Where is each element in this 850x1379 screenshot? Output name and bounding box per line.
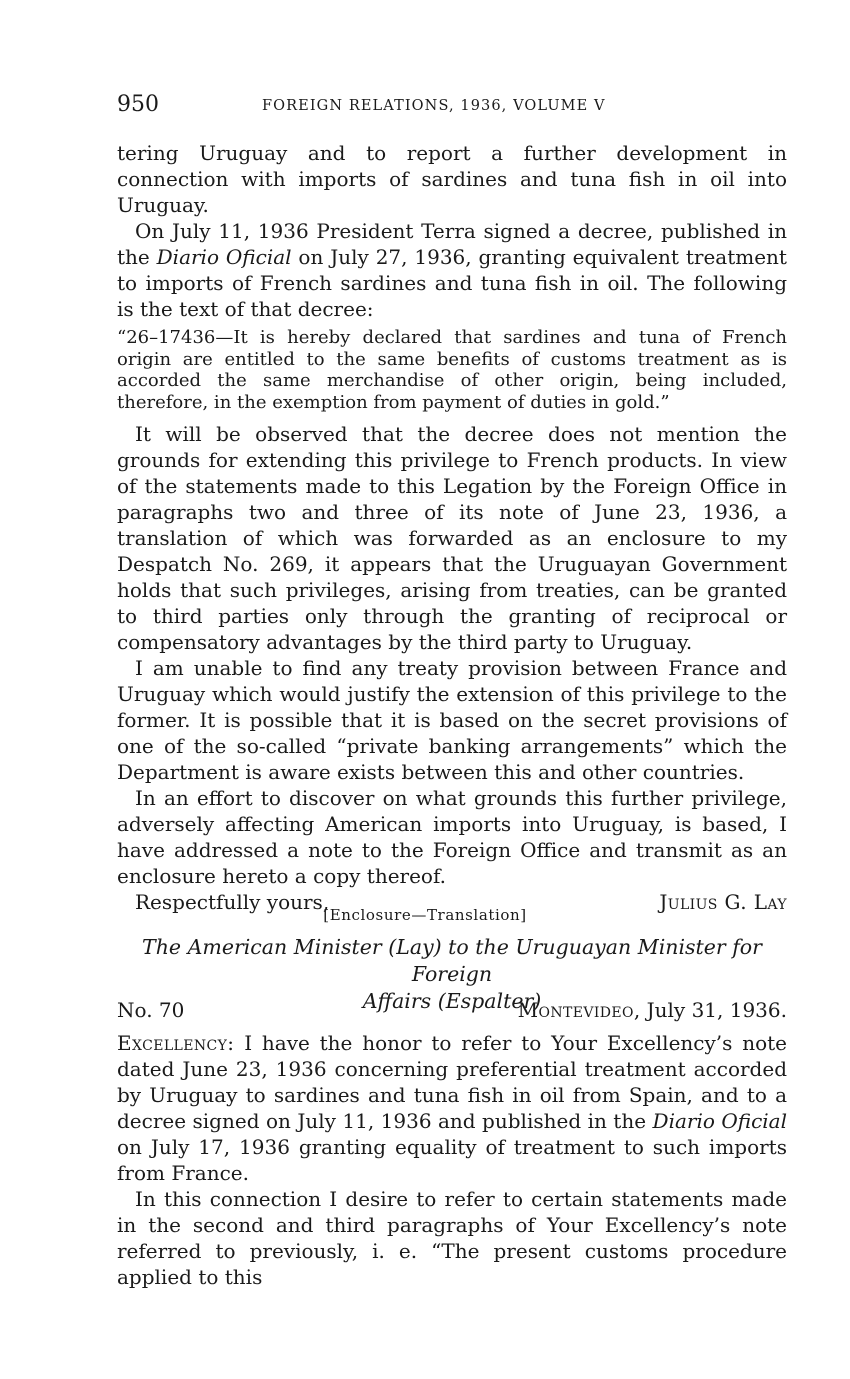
paragraph-decree-intro	[117, 218, 787, 322]
place-date	[518, 998, 787, 1022]
paragraph-observation: It will be observed that the decree does not mention the grounds for extending this privilege to French products. In view of the statements made to this Legation by the Foreign Office in paragraphs two and three of its note of June 23, 1936, a translation of which was forwarded as an enclosure to my Despatch No. 269, it appears that the Uruguayan Government holds that such privileges, arising from treaties, can be granted to third parties only through the granting of reciprocal or compensatory advantages by the third party to Uruguay.	[117, 422, 787, 654]
decree-quote: “26–17436—It is hereby declared that sardines and tuna of French origin are entitled to the same benefits of customs treatment as is accorded the same merchandise of other origin, being included, therefore, in the exemption from payment of duties in gold.”	[117, 327, 787, 413]
note-number: No. 70	[117, 998, 185, 1022]
text-run: I have the honor to refer to Your Excellency’s note dated June 23, 1936 concerning preferential treatment accorded by Uruguay to sardines and tuna fish in oil from Spain, and to a decree signed on July 11, 1936 and published in the	[117, 1031, 787, 1133]
running-header	[117, 92, 787, 122]
enclosure-body	[117, 1030, 787, 1290]
title-line: The American Minister (Lay) to the Uruguayan Minister for Foreign	[142, 935, 762, 986]
paragraph-treaty: I am unable to find any treaty provision between France and Uruguay which would justify the extension of this privilege to the former. It is possible that it is based on the secret provisions of one of the so-called “private banking arrangements” which the Department is aware exists between this and other countries.	[117, 656, 787, 784]
date: , July 31, 1936.	[633, 998, 787, 1022]
despatch-body	[117, 140, 787, 915]
enclosure-label: [Enclosure—Translation]	[323, 906, 527, 924]
salutation: Excellency:	[117, 1031, 235, 1055]
title-line: Affairs (Espalter)	[362, 989, 542, 1013]
running-title: FOREIGN RELATIONS, 1936, VOLUME V	[262, 98, 606, 114]
text-run: on July 17, 1936 granting equality of treatment to such imports from France.	[117, 1135, 787, 1185]
newspaper-name: Diario Oficial	[156, 245, 292, 269]
place: Montevideo	[517, 998, 634, 1022]
closing: Respectfully yours,	[135, 890, 330, 914]
paragraph-effort: In an effort to discover on what grounds this further privilege, adversely affecting American imports into Uruguay, is based, I have addressed a note to the Foreign Office and transmit as an enclosure hereto a copy thereof.	[117, 786, 787, 888]
text-run: On July 11, 1936 President Terra signed a decree, published in the	[117, 219, 787, 269]
paragraph-statements: In this connection I desire to refer to certain statements made in the second and third paragraphs of Your Excellency’s note referred to previously, i. e. “The present customs procedure applied to this	[117, 1187, 787, 1289]
signature: Julius G. Lay	[659, 890, 787, 914]
page-number: 950	[117, 92, 159, 117]
newspaper-name: Diario Oficial	[652, 1109, 787, 1133]
letter-header	[117, 998, 787, 1022]
text-run: on July 27, 1936, granting equivalent treatment to imports of French sardines and tuna fish in oil. The following is the text of that decree:	[117, 245, 787, 321]
paragraph-reference	[117, 1030, 787, 1186]
paragraph-continuation: tering Uruguay and to report a further development in connection with imports of sardines and tuna fish in oil into Uruguay.	[117, 141, 787, 217]
